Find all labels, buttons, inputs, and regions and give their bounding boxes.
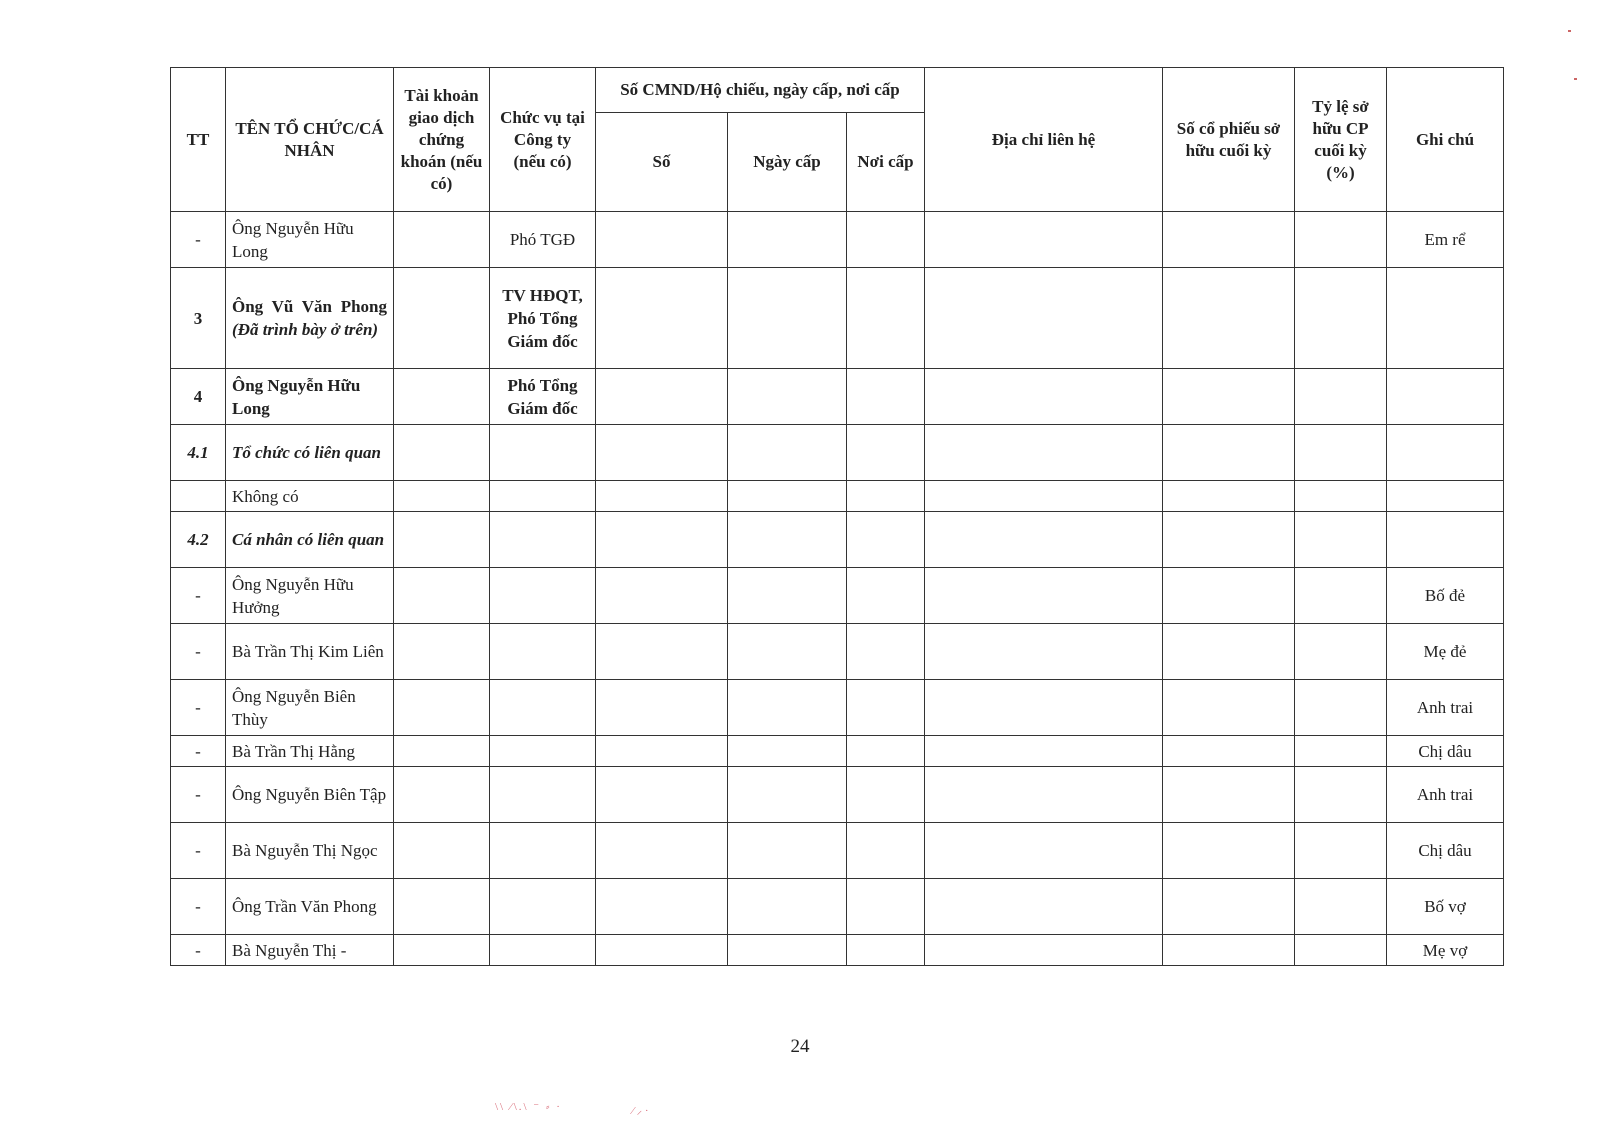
row-position bbox=[490, 624, 596, 680]
row-account bbox=[394, 369, 490, 425]
row-issue-place bbox=[847, 736, 925, 767]
row-issue-place bbox=[847, 425, 925, 481]
header-issue-place: Nơi cấp bbox=[847, 113, 925, 212]
row-tt: - bbox=[171, 212, 226, 268]
table-row bbox=[171, 568, 1504, 624]
table-row bbox=[171, 425, 1504, 481]
row-id-number bbox=[596, 369, 728, 425]
row-address bbox=[925, 568, 1163, 624]
header-name: TÊN TỔ CHỨC/CÁ NHÂN bbox=[226, 68, 394, 212]
row-shares bbox=[1163, 767, 1295, 823]
header-id-group: Số CMND/Hộ chiếu, ngày cấp, nơi cấp bbox=[596, 68, 925, 113]
table-row bbox=[171, 624, 1504, 680]
row-address bbox=[925, 935, 1163, 966]
row-issue-place bbox=[847, 369, 925, 425]
table-row bbox=[171, 879, 1504, 935]
row-issue-place bbox=[847, 680, 925, 736]
row-issue-date bbox=[728, 512, 847, 568]
row-shares bbox=[1163, 935, 1295, 966]
row-tt: 3 bbox=[171, 268, 226, 369]
row-issue-place bbox=[847, 823, 925, 879]
row-position bbox=[490, 425, 596, 481]
row-address bbox=[925, 481, 1163, 512]
table-row bbox=[171, 823, 1504, 879]
row-name-main: Ông Vũ Văn Phong bbox=[232, 297, 387, 316]
row-issue-place bbox=[847, 268, 925, 369]
row-issue-place bbox=[847, 512, 925, 568]
row-name: Tổ chức có liên quan bbox=[226, 425, 394, 481]
row-ratio bbox=[1295, 481, 1387, 512]
row-account bbox=[394, 268, 490, 369]
row-account bbox=[394, 624, 490, 680]
row-name: Ông Trần Văn Phong bbox=[226, 879, 394, 935]
row-id-number bbox=[596, 568, 728, 624]
row-shares bbox=[1163, 512, 1295, 568]
row-position bbox=[490, 568, 596, 624]
row-ratio bbox=[1295, 425, 1387, 481]
header-id-number: Số bbox=[596, 113, 728, 212]
row-address bbox=[925, 680, 1163, 736]
header-position: Chức vụ tại Công ty (nếu có) bbox=[490, 68, 596, 212]
row-address bbox=[925, 425, 1163, 481]
row-issue-date bbox=[728, 823, 847, 879]
row-issue-date bbox=[728, 736, 847, 767]
row-name: Không có bbox=[226, 481, 394, 512]
row-issue-place bbox=[847, 568, 925, 624]
scan-speck bbox=[1568, 30, 1571, 32]
row-position bbox=[490, 512, 596, 568]
row-shares bbox=[1163, 823, 1295, 879]
row-note bbox=[1387, 512, 1504, 568]
table-row bbox=[171, 369, 1504, 425]
row-address bbox=[925, 767, 1163, 823]
row-ratio bbox=[1295, 624, 1387, 680]
row-id-number bbox=[596, 624, 728, 680]
row-position: TV HĐQT, Phó Tổng Giám đốc bbox=[490, 268, 596, 369]
row-position bbox=[490, 879, 596, 935]
row-name: Ông Nguyễn Hữu Hưởng bbox=[226, 568, 394, 624]
row-tt: - bbox=[171, 736, 226, 767]
row-ratio bbox=[1295, 736, 1387, 767]
row-shares bbox=[1163, 425, 1295, 481]
row-issue-date bbox=[728, 624, 847, 680]
row-ratio bbox=[1295, 369, 1387, 425]
stamp-marks: \\ ⁄\.\ ⁻ ⸗ · bbox=[495, 1101, 562, 1113]
row-shares bbox=[1163, 568, 1295, 624]
table-row bbox=[171, 935, 1504, 966]
row-shares bbox=[1163, 369, 1295, 425]
row-name: Bà Nguyễn Thị Ngọc bbox=[226, 823, 394, 879]
row-position: Phó Tổng Giám đốc bbox=[490, 369, 596, 425]
table-row bbox=[171, 212, 1504, 268]
row-ratio bbox=[1295, 212, 1387, 268]
row-name-suffix: (Đã trình bày ở trên) bbox=[232, 320, 379, 339]
row-address bbox=[925, 369, 1163, 425]
row-account bbox=[394, 481, 490, 512]
row-issue-date bbox=[728, 481, 847, 512]
row-name: Ông Nguyễn Hữu Long bbox=[226, 369, 394, 425]
table-row bbox=[171, 767, 1504, 823]
row-tt bbox=[171, 481, 226, 512]
row-issue-date bbox=[728, 680, 847, 736]
row-account bbox=[394, 879, 490, 935]
page-number: 24 bbox=[790, 1036, 810, 1057]
row-tt: - bbox=[171, 624, 226, 680]
row-ratio bbox=[1295, 568, 1387, 624]
row-address bbox=[925, 212, 1163, 268]
row-tt: - bbox=[171, 935, 226, 966]
row-id-number bbox=[596, 823, 728, 879]
row-id-number bbox=[596, 879, 728, 935]
row-shares bbox=[1163, 680, 1295, 736]
stamp-marks-secondary: ⁄ ⸝ · bbox=[632, 1105, 649, 1117]
row-issue-date bbox=[728, 212, 847, 268]
row-address bbox=[925, 823, 1163, 879]
row-id-number bbox=[596, 481, 728, 512]
row-issue-date bbox=[728, 425, 847, 481]
row-ratio bbox=[1295, 268, 1387, 369]
row-tt: 4.2 bbox=[171, 512, 226, 568]
row-name: Bà Nguyễn Thị - bbox=[226, 935, 394, 966]
row-ratio bbox=[1295, 767, 1387, 823]
row-note: Em rể bbox=[1387, 212, 1504, 268]
row-note bbox=[1387, 268, 1504, 369]
row-shares bbox=[1163, 879, 1295, 935]
row-account bbox=[394, 935, 490, 966]
row-note: Mẹ vợ bbox=[1387, 935, 1504, 966]
row-id-number bbox=[596, 512, 728, 568]
row-position bbox=[490, 935, 596, 966]
row-note bbox=[1387, 425, 1504, 481]
row-note: Chị dâu bbox=[1387, 823, 1504, 879]
row-position bbox=[490, 823, 596, 879]
row-id-number bbox=[596, 680, 728, 736]
row-account bbox=[394, 767, 490, 823]
header-ratio: Tỷ lệ sở hữu CP cuối kỳ (%) bbox=[1295, 68, 1387, 212]
row-address bbox=[925, 268, 1163, 369]
row-note: Chị dâu bbox=[1387, 736, 1504, 767]
row-id-number bbox=[596, 268, 728, 369]
row-ratio bbox=[1295, 823, 1387, 879]
row-ratio bbox=[1295, 935, 1387, 966]
row-address bbox=[925, 736, 1163, 767]
row-id-number bbox=[596, 736, 728, 767]
row-issue-place bbox=[847, 481, 925, 512]
row-note: Bố vợ bbox=[1387, 879, 1504, 935]
row-position bbox=[490, 481, 596, 512]
row-issue-place bbox=[847, 879, 925, 935]
row-position: Phó TGĐ bbox=[490, 212, 596, 268]
row-issue-date bbox=[728, 767, 847, 823]
row-tt: 4 bbox=[171, 369, 226, 425]
row-name: Ông Nguyễn Hữu Long bbox=[226, 212, 394, 268]
row-shares bbox=[1163, 481, 1295, 512]
row-issue-date bbox=[728, 568, 847, 624]
row-name bbox=[226, 268, 394, 369]
row-shares bbox=[1163, 624, 1295, 680]
header-tt: TT bbox=[171, 68, 226, 212]
row-address bbox=[925, 624, 1163, 680]
row-name: Ông Nguyễn Biên Tập bbox=[226, 767, 394, 823]
row-name: Bà Trần Thị Kim Liên bbox=[226, 624, 394, 680]
row-note: Anh trai bbox=[1387, 767, 1504, 823]
row-ratio bbox=[1295, 512, 1387, 568]
row-account bbox=[394, 736, 490, 767]
row-tt: - bbox=[171, 823, 226, 879]
row-issue-place bbox=[847, 935, 925, 966]
row-id-number bbox=[596, 212, 728, 268]
row-tt: - bbox=[171, 680, 226, 736]
scan-speck bbox=[1574, 78, 1577, 80]
header-address: Địa chỉ liên hệ bbox=[925, 68, 1163, 212]
row-account bbox=[394, 512, 490, 568]
row-address bbox=[925, 512, 1163, 568]
row-ratio bbox=[1295, 879, 1387, 935]
header-issue-date: Ngày cấp bbox=[728, 113, 847, 212]
row-account bbox=[394, 568, 490, 624]
row-ratio bbox=[1295, 680, 1387, 736]
row-id-number bbox=[596, 425, 728, 481]
row-shares bbox=[1163, 212, 1295, 268]
header-shares: Số cổ phiếu sở hữu cuối kỳ bbox=[1163, 68, 1295, 212]
row-account bbox=[394, 425, 490, 481]
row-name: Ông Nguyễn Biên Thùy bbox=[226, 680, 394, 736]
row-note: Bố đẻ bbox=[1387, 568, 1504, 624]
table-row bbox=[171, 736, 1504, 767]
row-issue-place bbox=[847, 767, 925, 823]
row-position bbox=[490, 767, 596, 823]
row-issue-date bbox=[728, 369, 847, 425]
row-shares bbox=[1163, 268, 1295, 369]
header-note: Ghi chú bbox=[1387, 68, 1504, 212]
table-row bbox=[171, 512, 1504, 568]
row-note bbox=[1387, 481, 1504, 512]
row-address bbox=[925, 879, 1163, 935]
related-persons-table bbox=[170, 67, 1504, 966]
row-note bbox=[1387, 369, 1504, 425]
row-name: Bà Trần Thị Hằng bbox=[226, 736, 394, 767]
row-issue-place bbox=[847, 212, 925, 268]
header-account: Tài khoản giao dịch chứng khoán (nếu có) bbox=[394, 68, 490, 212]
row-account bbox=[394, 823, 490, 879]
row-account bbox=[394, 212, 490, 268]
row-account bbox=[394, 680, 490, 736]
row-tt: 4.1 bbox=[171, 425, 226, 481]
table-row bbox=[171, 268, 1504, 369]
row-tt: - bbox=[171, 568, 226, 624]
row-issue-place bbox=[847, 624, 925, 680]
row-note: Mẹ đẻ bbox=[1387, 624, 1504, 680]
row-tt: - bbox=[171, 767, 226, 823]
row-position bbox=[490, 736, 596, 767]
row-issue-date bbox=[728, 268, 847, 369]
row-position bbox=[490, 680, 596, 736]
row-tt: - bbox=[171, 879, 226, 935]
row-note: Anh trai bbox=[1387, 680, 1504, 736]
row-id-number bbox=[596, 767, 728, 823]
row-id-number bbox=[596, 935, 728, 966]
row-shares bbox=[1163, 736, 1295, 767]
table-row bbox=[171, 481, 1504, 512]
table-row bbox=[171, 680, 1504, 736]
row-issue-date bbox=[728, 935, 847, 966]
row-issue-date bbox=[728, 879, 847, 935]
row-name: Cá nhân có liên quan bbox=[226, 512, 394, 568]
